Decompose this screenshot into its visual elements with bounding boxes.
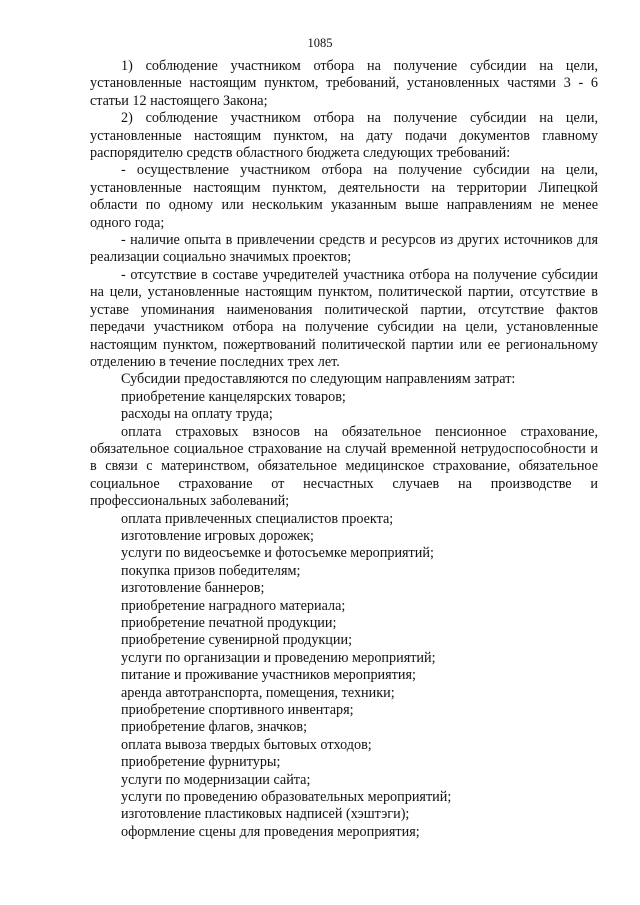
expense-item: изготовление игровых дорожек;: [121, 527, 314, 544]
expense-item: оплата вывоза твердых бытовых отходов;: [121, 736, 372, 753]
expense-item: приобретение флагов, значков;: [121, 719, 308, 736]
expense-item: расходы на оплату труда;: [121, 406, 273, 423]
page-number: 1085: [307, 36, 333, 50]
expense-item: питание и проживание участников мероприятия;: [121, 667, 416, 684]
expense-item-insurance: оплата страховых взносов на обязательное пенсионное страхование, обязательное социальное страхование на случай временной нетрудоспособности и в связи с материнством, обязательное медицинское страхование, обязательное социальное страхование от несчастных случаев на производстве и профессиональных заболеваний;: [90, 423, 598, 510]
expense-item: приобретение печатной продукции;: [121, 615, 337, 631]
paragraph-requirement-1: 1) соблюдение участником отбора на получение субсидии на цели, установленные настоящим пунктом, требований, установленных частями 3 - 6 статьи 12 настоящего Закона;: [90, 58, 598, 109]
paragraph-requirement-2: 2) соблюдение участником отбора на получение субсидии на цели, установленные настоящим пунктом, на дату подачи документов главному распорядителю средств областного бюджета следующих требований:: [90, 110, 598, 162]
expense-item: услуги по видеосъемке и фотосъемке мероприятий;: [121, 545, 434, 562]
expense-item: услуги по проведению образовательных мероприятий;: [121, 789, 452, 806]
expense-item: приобретение наградного материала;: [121, 597, 346, 614]
expense-item: оформление сцены для проведения мероприятия;: [121, 823, 420, 840]
expense-item: услуги по организации и проведению мероприятий;: [121, 649, 436, 666]
expense-item: аренда автотранспорта, помещения, техники;: [121, 684, 395, 701]
paragraph-experience: - наличие опыта в привлечении средств и ресурсов из других источников для реализации социально значимых проектов;: [90, 232, 598, 266]
expense-item: изготовление пластиковых надписей (хэштэги);: [121, 806, 410, 823]
expense-item: покупка призов победителям;: [121, 562, 301, 579]
expense-item: оплата привлеченных специалистов проекта;: [121, 510, 394, 527]
document-body: [90, 58, 598, 841]
expense-item: приобретение спортивного инвентаря;: [121, 702, 354, 719]
paragraph-expense-directions: Субсидии предоставляются по следующим направлениям затрат:: [121, 371, 516, 388]
expense-item: приобретение канцелярских товаров;: [121, 388, 346, 405]
expense-item: приобретение сувенирной продукции;: [121, 632, 353, 649]
expense-item: приобретение фурнитуры;: [121, 754, 281, 771]
expense-item: изготовление баннеров;: [121, 580, 265, 597]
paragraph-political-party: - отсутствие в составе учредителей участника отбора на получение субсидии на цели, установленные настоящим пунктом, политической партии, отсутствие в уставе упоминания наименования политической партии, отсутствие фактов передачи участником отбора на получение субсидии на цели, установленные настоящим пунктом, пожертвований политической партии или ее региональному отделению в течение последних трех лет.: [90, 266, 598, 370]
paragraph-activity-region: - осуществление участником отбора на получение субсидии на цели, установленные настоящим пунктом, деятельности на территории Липецкой области по одному или нескольким указанным выше направлениям не менее одного года;: [90, 162, 598, 231]
expense-item: услуги по модернизации сайта;: [121, 771, 311, 788]
